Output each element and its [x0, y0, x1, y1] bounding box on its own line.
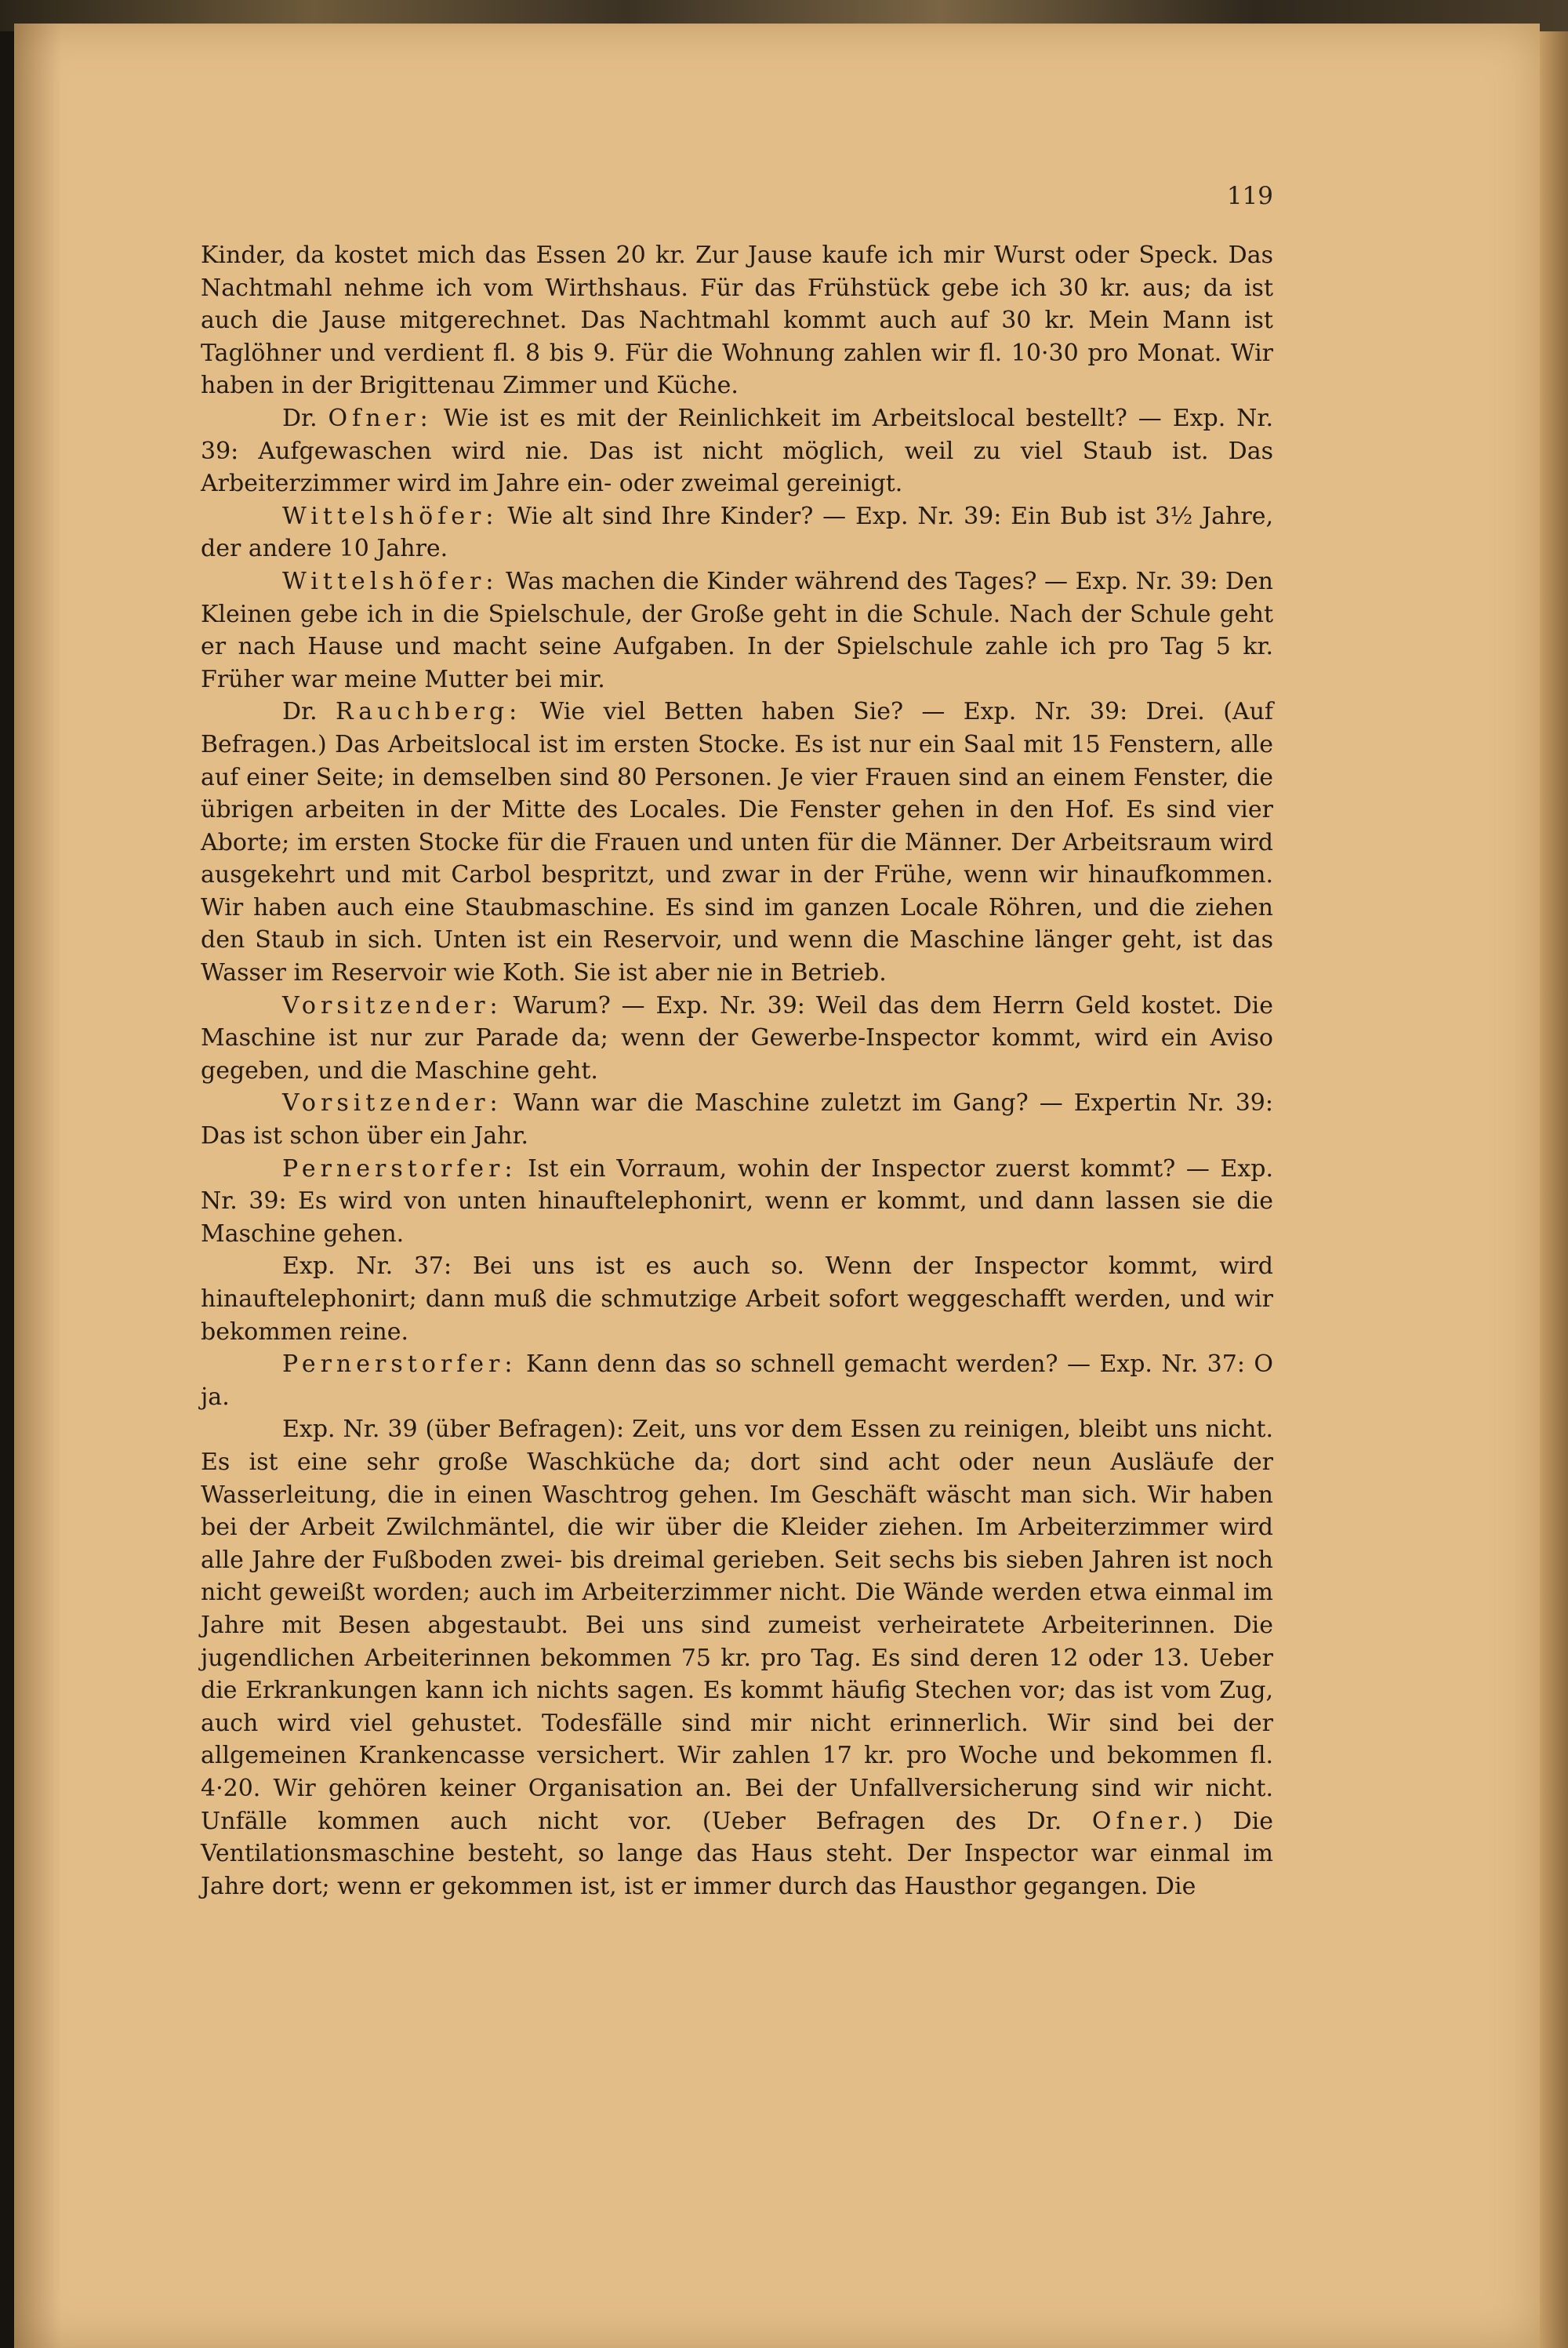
text-run: Wann war die Maschine zuletzt im Gang? — Expertin Nr. 39: Das ist schon über ein Jahr.: [201, 1089, 1273, 1150]
text-run: Kinder, da kostet mich das Essen 20 kr. Zur Jause kaufe ich mir Wurst oder Speck. Das Nachtmahl nehme ich vom Wirthshaus. Für das Frühstück gebe ich 30 kr. aus; da ist auch die Jause mitgerechnet. Das Nachtmahl kommt auch auf 30 kr. Mein Mann ist Taglöhner und verdient fl. 8 bis 9. Für die Wohnung zahlen wir fl. 10·30 pro Monat. Wir haben in der Brigittenau Zimmer und Küche.: [201, 242, 1273, 400]
paragraph: [201, 1348, 1273, 1413]
speaker-name: Vorsitzender:: [282, 991, 503, 1020]
speaker-name: Wittelshöfer:: [282, 567, 499, 595]
paragraph: [201, 402, 1273, 500]
paragraph: [201, 239, 1273, 402]
paragraph: [201, 565, 1273, 696]
text-run: Exp. Nr. 37: Bei uns ist es auch so. Wenn der Inspector kommt, wird hinauftelephonirt; dann muß die schmutzige Arbeit sofort weggeschafft werden, und wir bekommen reine.: [201, 1252, 1273, 1346]
text-run: Wie ist es mit der Reinlichkeit im Arbeitslocal bestellt? — Exp. Nr. 39: Aufgewaschen wird nie. Das ist nicht möglich, weil zu viel Staub ist. Das Arbeiterzimmer wird im Jahre ein- oder zweimal gereinigt.: [201, 404, 1273, 498]
text-run: Exp. Nr. 39 (über Befragen): Zeit, uns vor dem Essen zu reinigen, bleibt uns nicht. Es ist eine sehr große Waschküche da; dort sind acht oder neun Ausläufe der Wasserleitung, die in einen Waschtrog gehen. Im Geschäft wäscht man sich. Wir haben bei der Arbeit Zwilchmäntel, die wir über die Kleider ziehen. Im Arbeiterzimmer wird alle Jahre der Fußboden zwei- bis dreimal gerieben. Seit sechs bis sieben Jahren ist noch nicht geweißt worden; auch im Arbeiterzimmer nicht. Die Wände werden etwa einmal im Jahre mit Besen abgestaubt. Bei uns sind zumeist verheiratete Arbeiterinnen. Die jugendlichen Arbeiterinnen bekommen 75 kr. pro Tag. Es sind deren 12 oder 13. Ueber die Erkrankungen kann ich nichts sagen. Es kommt häufig Stechen vor; das ist vom Zug, auch wird viel gehustet. Todesfälle sind mir nicht erinnerlich. Wir sind bei der allgemeinen Krankencasse versichert. Wir zahlen 17 kr. pro Woche und bekommen fl. 4·20. Wir gehören keiner Organisation an. Bei der Unfallversicherung sind wir nicht. Unfälle kommen auch nicht vor. (Ueber Befragen des Dr.: [201, 1416, 1273, 1835]
text-run: Was machen die Kinder während des Tages? — Exp. Nr. 39: Den Kleinen gebe ich in die Spielschule, der Große geht in die Schule. Nach der Schule geht er nach Hause und macht seine Aufgaben. In der Spielschule zahle ich pro Tag 5 kr. Früher war meine Mutter bei mir.: [201, 567, 1273, 693]
speaker-name: Pernerstorfer:: [282, 1154, 517, 1183]
text-block: [201, 239, 1273, 1903]
text-run: Wie viel Betten haben Sie? — Exp. Nr. 39: Drei. (Auf Befragen.) Das Arbeitslocal ist im ersten Stocke. Es ist nur ein Saal mit 15 Fenstern, alle auf einer Seite; in demselben sind 80 Personen. Je vier Frauen sind an einem Fenster, die übrigen arbeiten in der Mitte des Locales. Die Fenster gehen in den Hof. Es sind vier Aborte; im ersten Stocke für die Frauen und unten für die Männer. Der Arbeitsraum wird ausgekehrt und mit Carbol bespritzt, und zwar in der Frühe, wenn wir hinaufkommen. Wir haben auch eine Staubmaschine. Es sind im ganzen Locale Röhren, und die ziehen den Staub in sich. Unten ist ein Reservoir, und wenn die Maschine länger geht, ist das Wasser im Reservoir wie Koth. Sie ist aber nie in Betrieb.: [201, 698, 1273, 987]
paragraph: [201, 1087, 1273, 1152]
paragraph: [201, 1250, 1273, 1348]
paragraph: [201, 1413, 1273, 1903]
speaker-name: Ofner.: [1091, 1807, 1194, 1835]
speaker-name: Ofner:: [328, 404, 433, 432]
text-run: Warum? — Exp. Nr. 39: Weil das dem Herrn Geld kostet. Die Maschine ist nur zur Parade da; wenn der Gewerbe-Inspector kommt, wird ein Aviso gegeben, und die Maschine geht.: [201, 991, 1273, 1085]
speaker-name: Rauchberg:: [336, 698, 522, 726]
speaker-name: Pernerstorfer:: [282, 1350, 517, 1379]
spine-shadow: [14, 24, 61, 2348]
speaker-name: Wittelshöfer:: [282, 502, 499, 530]
paragraph: [201, 696, 1273, 989]
paragraph: [201, 990, 1273, 1088]
paragraph: [201, 1153, 1273, 1251]
text-run: Wie alt sind Ihre Kinder? — Exp. Nr. 39: Ein Bub ist 3½ Jahre, der andere 10 Jahre.: [201, 502, 1273, 563]
speaker-name: Vorsitzender:: [282, 1089, 503, 1118]
text-run: ) Die Ventilationsmaschine besteht, so lange das Haus steht. Der Inspector war einmal im Jahre dort; wenn er gekommen ist, ist er immer durch das Hausthor gegangen. Die: [201, 1807, 1273, 1900]
paragraph: [201, 500, 1273, 565]
text-run: Dr.: [282, 404, 328, 432]
text-run: Ist ein Vorraum, wohin der Inspector zuerst kommt? — Exp. Nr. 39: Es wird von unten hinauftelephonirt, wenn er kommt, und dann lassen sie die Maschine gehen.: [201, 1154, 1273, 1248]
page-number: 119: [1226, 182, 1273, 210]
text-run: Kann denn das so schnell gemacht werden? — Exp. Nr. 37: O ja.: [201, 1350, 1273, 1411]
text-run: Dr.: [282, 698, 336, 726]
